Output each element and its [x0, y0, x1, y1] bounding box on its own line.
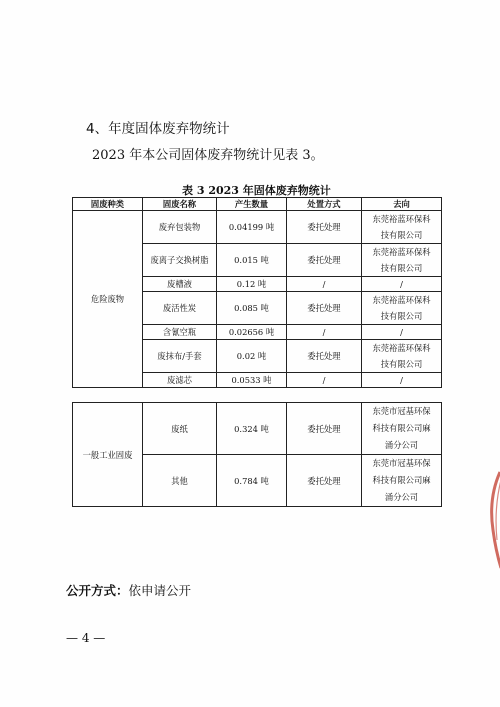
waste-name-cell: 废纸 [143, 403, 217, 455]
quantity-cell: 0.02656 吨 [217, 325, 287, 340]
waste-name-cell: 废槽液 [143, 277, 217, 292]
quantity-cell: 0.324 吨 [217, 403, 287, 455]
method-cell: 委托处理 [287, 403, 362, 455]
waste-name-cell: 含氰空瓶 [143, 325, 217, 340]
destination-line: 技有限公司 [380, 230, 423, 240]
table-header-row [73, 198, 442, 211]
general-waste-table [72, 402, 442, 507]
col-header-quantity: 产生数量 [217, 198, 287, 211]
quantity-cell: 0.015 吨 [217, 244, 287, 277]
destination-line: 东莞裕蓝环保科 [372, 343, 431, 353]
disclosure-label: 公开方式： [66, 583, 129, 598]
destination-line: 东莞裕蓝环保科 [372, 295, 431, 305]
destination-line: 技有限公司 [380, 311, 423, 321]
destination-line: 东莞市冠基环保 [372, 458, 431, 468]
destination-line: 科技有限公司麻 [372, 423, 431, 433]
table-row [73, 403, 442, 455]
method-cell: / [287, 373, 362, 388]
waste-name-cell: 废滤芯 [143, 373, 217, 388]
section-heading: 4、年度固体废弃物统计 [86, 121, 230, 137]
method-cell: 委托处理 [287, 455, 362, 507]
col-header-method: 处置方式 [287, 198, 362, 211]
destination-line: 涌分公司 [384, 492, 419, 502]
col-header-name: 固废名称 [143, 198, 217, 211]
destination-cell: / [362, 373, 442, 388]
destination-line: 东莞市冠基环保 [372, 406, 431, 416]
destination-cell: / [362, 277, 442, 292]
quantity-cell: 0.04199 吨 [217, 211, 287, 244]
destination-cell [362, 244, 442, 277]
method-cell: / [287, 325, 362, 340]
waste-name-cell: 废抹布/手套 [143, 340, 217, 373]
method-cell: 委托处理 [287, 211, 362, 244]
destination-line: 东莞裕蓝环保科 [372, 247, 431, 257]
col-header-category: 固废种类 [73, 198, 143, 211]
quantity-cell: 0.0533 吨 [217, 373, 287, 388]
section-body: 2023 年本公司固体废弃物统计见表 3。 [92, 148, 324, 163]
table-row [73, 211, 442, 244]
destination-line: 东莞裕蓝环保科 [372, 214, 431, 224]
destination-cell: / [362, 325, 442, 340]
disclosure-value: 依申请公开 [128, 583, 192, 598]
waste-name-cell: 废弃包装物 [143, 211, 217, 244]
method-cell: 委托处理 [287, 340, 362, 373]
quantity-cell: 0.085 吨 [217, 292, 287, 325]
method-cell: / [287, 277, 362, 292]
col-header-destination: 去向 [362, 198, 442, 211]
destination-cell [362, 340, 442, 373]
quantity-cell: 0.02 吨 [217, 340, 287, 373]
destination-line: 技有限公司 [380, 263, 423, 273]
destination-cell [362, 403, 442, 455]
destination-line: 科技有限公司麻 [372, 475, 431, 485]
quantity-cell: 0.784 吨 [217, 455, 287, 507]
destination-line: 涌分公司 [384, 440, 419, 450]
category-cell: 一般工业固废 [73, 403, 143, 507]
waste-name-cell: 废活性炭 [143, 292, 217, 325]
table-caption: 表 3 2023 年固体废弃物统计 [182, 184, 331, 197]
page-number: — 4 — [66, 631, 106, 645]
destination-cell [362, 211, 442, 244]
category-cell: 危险废物 [73, 211, 143, 388]
method-cell: 委托处理 [287, 244, 362, 277]
disclosure-method [66, 581, 191, 599]
seal-stamp-edge [486, 470, 500, 570]
destination-line: 技有限公司 [380, 359, 423, 369]
waste-name-cell: 废离子交换树脂 [143, 244, 217, 277]
method-cell: 委托处理 [287, 292, 362, 325]
destination-cell [362, 292, 442, 325]
destination-cell [362, 455, 442, 507]
waste-statistics-table [72, 197, 442, 388]
waste-name-cell: 其他 [143, 455, 217, 507]
quantity-cell: 0.12 吨 [217, 277, 287, 292]
